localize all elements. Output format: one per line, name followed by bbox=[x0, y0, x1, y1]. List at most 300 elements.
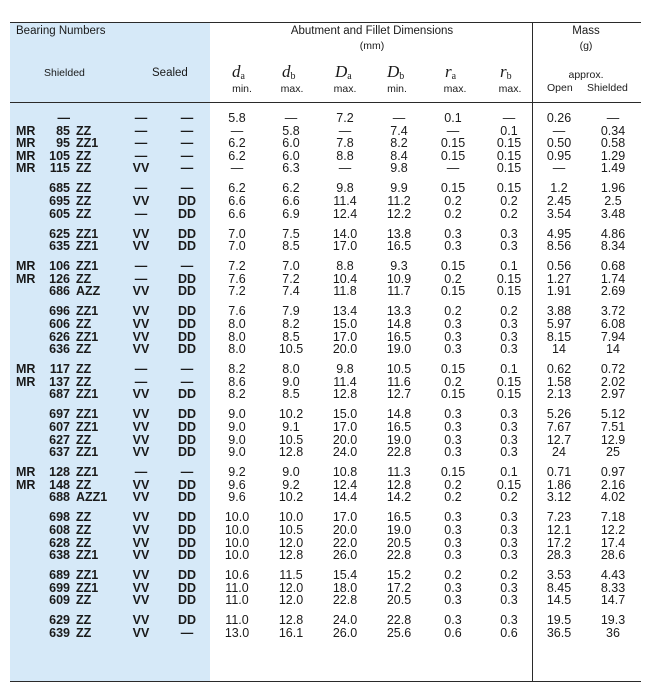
cell-ms: 8.33 bbox=[600, 580, 626, 595]
cell-ra: 0.15 bbox=[440, 284, 466, 299]
cell-Db: 16.5 bbox=[386, 329, 412, 344]
cell-dd: DD bbox=[177, 239, 197, 254]
cell-mo: 14.5 bbox=[546, 593, 572, 608]
cell-Db: — bbox=[392, 111, 406, 125]
cell-Da: 11.4 bbox=[333, 374, 357, 389]
cell-vv: VV bbox=[132, 317, 150, 331]
cell-Da: 14.0 bbox=[332, 226, 358, 241]
cell-da: 8.2 bbox=[228, 362, 246, 377]
cell-Db: 14.2 bbox=[386, 490, 412, 505]
cell-dd: DD bbox=[177, 194, 197, 208]
cell-rb: 0.3 bbox=[500, 329, 518, 344]
cell-ra: 0.2 bbox=[444, 194, 462, 208]
cell-da: 11.0 bbox=[225, 593, 249, 608]
cell-vv: VV bbox=[132, 432, 150, 447]
cell-vv: — bbox=[134, 148, 148, 163]
cell-da: 9.2 bbox=[228, 465, 246, 480]
cell-vv: VV bbox=[132, 445, 150, 460]
cell-sh: ZZ bbox=[76, 510, 92, 525]
cell-mo: 2.13 bbox=[546, 387, 572, 402]
cell-dd: — bbox=[180, 259, 194, 274]
cell-Da: 12.4 bbox=[332, 477, 358, 492]
cell-da: 9.0 bbox=[228, 432, 246, 447]
cell-num: 685 bbox=[49, 181, 70, 196]
cell-num: 126 bbox=[49, 271, 70, 286]
cell-dd: DD bbox=[177, 329, 197, 344]
cell-num: 637 bbox=[49, 445, 70, 460]
cell-da: 10.0 bbox=[224, 535, 250, 550]
cell-rb: 0.15 bbox=[496, 161, 522, 176]
cell-ra: 0.2 bbox=[444, 374, 462, 389]
cell-mo: 1.58 bbox=[546, 374, 572, 389]
cell-pre: MR bbox=[16, 161, 36, 176]
cell-mo: 12.7 bbox=[546, 432, 572, 447]
cell-mo: 3.88 bbox=[546, 304, 572, 319]
cell-Da: 10.4 bbox=[332, 271, 358, 286]
approx-label: approx. bbox=[568, 69, 604, 81]
cell-sh: ZZ bbox=[76, 317, 92, 331]
cell-Db: 16.5 bbox=[386, 420, 412, 434]
cell-dd: — bbox=[180, 148, 194, 163]
cell-mo: 0.95 bbox=[546, 148, 572, 163]
cell-ms: 1.49 bbox=[600, 161, 626, 176]
cell-Da: 11.4 bbox=[333, 194, 357, 208]
cell-Db: 25.6 bbox=[386, 626, 412, 640]
cell-sh: ZZ1 bbox=[76, 580, 99, 595]
bearing-dimension-table bbox=[2, 22, 639, 682]
cell-ra: 0.2 bbox=[444, 271, 462, 286]
cell-rb: 0.3 bbox=[500, 420, 518, 434]
cell-sh: AZZ bbox=[76, 284, 101, 299]
cell-ra: 0.2 bbox=[444, 304, 462, 319]
cell-da: — bbox=[230, 161, 244, 176]
cell-rb: 0.15 bbox=[496, 181, 522, 196]
cell-ms: 1.96 bbox=[600, 181, 626, 196]
cell-da: 10.0 bbox=[224, 548, 250, 563]
cell-dd: DD bbox=[177, 523, 197, 537]
cell-sh: ZZ bbox=[76, 593, 92, 608]
cell-da: 6.2 bbox=[228, 148, 246, 163]
cell-Db: 11.2 bbox=[387, 194, 411, 208]
cell-sh: ZZ1 bbox=[76, 226, 99, 241]
cell-da: 7.0 bbox=[228, 239, 246, 254]
cell-rb: 0.2 bbox=[500, 568, 518, 583]
cell-Da: 26.0 bbox=[332, 626, 358, 640]
cell-da: 11.0 bbox=[225, 613, 249, 628]
cell-dd: DD bbox=[177, 387, 197, 402]
cell-dd: DD bbox=[177, 432, 197, 447]
cell-ms: 25 bbox=[606, 445, 620, 460]
cell-ra: — bbox=[446, 161, 460, 176]
cell-vv: VV bbox=[132, 226, 150, 241]
cell-rb: 0.15 bbox=[496, 271, 522, 286]
cell-Db: 11.6 bbox=[387, 374, 411, 389]
cell-vv: VV bbox=[132, 342, 150, 357]
cell-da: 7.0 bbox=[228, 226, 246, 241]
cell-num: 638 bbox=[49, 548, 70, 563]
cell-Da: 15.0 bbox=[332, 407, 358, 422]
cell-db: 7.5 bbox=[282, 226, 300, 241]
cell-num: 137 bbox=[49, 374, 70, 389]
mass-shielded-heading: Shielded bbox=[587, 82, 628, 94]
dimension-symbol-db: $d_b$ bbox=[282, 62, 296, 82]
cell-da: 9.0 bbox=[228, 445, 246, 460]
cell-sh: ZZ bbox=[76, 535, 92, 550]
cell-Db: 15.2 bbox=[386, 568, 412, 583]
cell-vv: — bbox=[134, 123, 148, 138]
cell-ms: 5.12 bbox=[600, 407, 626, 422]
cell-rb: 0.1 bbox=[500, 362, 518, 377]
cell-Da: 9.8 bbox=[336, 181, 354, 196]
cell-num: 606 bbox=[49, 317, 70, 331]
cell-vv: VV bbox=[132, 490, 150, 505]
cell-ms: — bbox=[606, 111, 620, 125]
cell-rb: 0.15 bbox=[496, 477, 522, 492]
cell-Db: 17.2 bbox=[386, 580, 412, 595]
cell-pre: MR bbox=[16, 477, 36, 492]
cell-ms: 19.3 bbox=[600, 613, 626, 628]
cell-vv: VV bbox=[132, 580, 150, 595]
cell-da: 8.2 bbox=[228, 387, 246, 402]
cell-db: 9.0 bbox=[282, 465, 300, 480]
cell-num: 85 bbox=[56, 123, 70, 138]
cell-ms: 7.51 bbox=[600, 420, 626, 434]
cell-vv: — bbox=[134, 271, 148, 286]
cell-sh: ZZ1 bbox=[76, 548, 99, 563]
cell-sh: ZZ1 bbox=[76, 304, 99, 319]
mass-heading: Mass bbox=[572, 25, 600, 37]
cell-Db: 22.8 bbox=[386, 613, 412, 628]
cell-da: 9.6 bbox=[228, 477, 246, 492]
cell-mo: 0.71 bbox=[546, 465, 572, 480]
cell-num: 695 bbox=[49, 194, 70, 208]
cell-num: 697 bbox=[49, 407, 70, 422]
cell-db: 5.8 bbox=[282, 123, 300, 138]
cell-dd: DD bbox=[177, 206, 197, 221]
cell-Db: 22.8 bbox=[386, 445, 412, 460]
dimension-qualifier: max. bbox=[333, 83, 357, 95]
cell-da: 7.6 bbox=[228, 304, 246, 319]
cell-rb: 0.3 bbox=[500, 317, 518, 331]
cell-ra: 0.6 bbox=[444, 626, 462, 640]
cell-db: 12.0 bbox=[278, 580, 304, 595]
cell-db: 12.8 bbox=[278, 613, 304, 628]
cell-dd: DD bbox=[177, 490, 197, 505]
cell-num: 128 bbox=[49, 465, 70, 480]
cell-da: 7.2 bbox=[228, 284, 246, 299]
cell-vv: — bbox=[134, 259, 148, 274]
cell-Da: 17.0 bbox=[332, 239, 358, 254]
cell-sh: ZZ1 bbox=[76, 259, 99, 274]
cell-dd: DD bbox=[177, 510, 197, 525]
cell-db: 6.2 bbox=[282, 181, 300, 196]
cell-vv: VV bbox=[132, 535, 150, 550]
cell-Da: 17.0 bbox=[332, 329, 358, 344]
cell-db: 7.0 bbox=[282, 259, 300, 274]
cell-Db: 9.8 bbox=[390, 161, 408, 176]
cell-rb: 0.1 bbox=[500, 123, 518, 138]
cell-num: 629 bbox=[49, 613, 70, 628]
cell-vv: — bbox=[134, 111, 148, 125]
cell-ms: 2.5 bbox=[604, 194, 622, 208]
cell-ra: 0.3 bbox=[444, 432, 462, 447]
cell-da: 13.0 bbox=[224, 626, 250, 640]
cell-ms: 0.97 bbox=[600, 465, 626, 480]
dimension-symbol-Db: $D_b$ bbox=[387, 62, 405, 82]
cell-num: 699 bbox=[49, 580, 70, 595]
cell-vv: VV bbox=[132, 593, 150, 608]
cell-Da: 7.8 bbox=[336, 136, 354, 151]
cell-sh: ZZ bbox=[76, 194, 92, 208]
cell-db: 9.1 bbox=[282, 420, 300, 434]
cell-db: 12.0 bbox=[278, 535, 304, 550]
cell-num: 639 bbox=[49, 626, 70, 640]
cell-rb: 0.3 bbox=[500, 445, 518, 460]
cell-ra: 0.3 bbox=[444, 580, 462, 595]
cell-vv: VV bbox=[132, 161, 150, 176]
cell-rb: 0.3 bbox=[500, 432, 518, 447]
cell-num: 608 bbox=[49, 523, 70, 537]
cell-num: 689 bbox=[49, 568, 70, 583]
cell-ra: 0.2 bbox=[444, 477, 462, 492]
cell-ra: 0.1 bbox=[444, 111, 462, 125]
cell-mo: 1.86 bbox=[546, 477, 572, 492]
cell-ra: 0.3 bbox=[444, 535, 462, 550]
cell-vv: VV bbox=[132, 407, 150, 422]
cell-Da: 11.8 bbox=[333, 284, 357, 299]
cell-rb: 0.3 bbox=[500, 342, 518, 357]
cell-db: 11.5 bbox=[279, 568, 303, 583]
cell-ms: 7.18 bbox=[600, 510, 626, 525]
cell-Da: 8.8 bbox=[336, 148, 354, 163]
dimension-qualifier: max. bbox=[498, 83, 522, 95]
cell-ra: — bbox=[446, 123, 460, 138]
cell-Da: 20.0 bbox=[332, 523, 358, 537]
sealed-heading: Sealed bbox=[152, 67, 188, 79]
cell-db: — bbox=[284, 111, 298, 125]
cell-dd: DD bbox=[177, 535, 197, 550]
cell-mo: — bbox=[552, 123, 566, 138]
cell-vv: VV bbox=[132, 304, 150, 319]
cell-sh: ZZ bbox=[76, 123, 92, 138]
cell-num: 605 bbox=[49, 206, 70, 221]
cell-ra: 0.15 bbox=[440, 181, 466, 196]
cell-vv: — bbox=[134, 374, 148, 389]
cell-dd: — bbox=[180, 465, 194, 480]
cell-ms: 4.43 bbox=[600, 568, 626, 583]
cell-Da: 22.8 bbox=[332, 593, 358, 608]
cell-db: 6.3 bbox=[282, 161, 300, 176]
cell-da: 6.2 bbox=[228, 136, 246, 151]
cell-ra: 0.3 bbox=[444, 613, 462, 628]
cell-mo: 8.15 bbox=[546, 329, 572, 344]
cell-da: 6.2 bbox=[228, 181, 246, 196]
cell-vv: VV bbox=[132, 613, 150, 628]
cell-num: 625 bbox=[49, 226, 70, 241]
cell-da: 7.6 bbox=[228, 271, 246, 286]
cell-rb: 0.3 bbox=[500, 613, 518, 628]
cell-sh: ZZ1 bbox=[76, 568, 99, 583]
cell-dd: DD bbox=[177, 548, 197, 563]
cell-dd: DD bbox=[177, 613, 197, 628]
cell-dd: — bbox=[180, 374, 194, 389]
cell-vv: VV bbox=[132, 510, 150, 525]
dimension-symbol-ra: $r_a$ bbox=[445, 62, 457, 82]
cell-ms: 8.34 bbox=[600, 239, 626, 254]
cell-num: 627 bbox=[49, 432, 70, 447]
cell-dd: — bbox=[180, 136, 194, 151]
cell-da: 8.6 bbox=[228, 374, 246, 389]
cell-db: 12.8 bbox=[278, 548, 304, 563]
cell-Db: 14.8 bbox=[386, 317, 412, 331]
cell-pre: MR bbox=[16, 374, 36, 389]
cell-ra: 0.3 bbox=[444, 317, 462, 331]
cell-pre: MR bbox=[16, 148, 36, 163]
cell-rb: 0.15 bbox=[496, 136, 522, 151]
cell-ra: 0.3 bbox=[444, 329, 462, 344]
cell-dd: DD bbox=[177, 568, 197, 583]
cell-Da: 13.4 bbox=[332, 304, 358, 319]
cell-num: 115 bbox=[49, 161, 70, 176]
cell-ra: 0.15 bbox=[440, 465, 466, 480]
cell-mo: 14 bbox=[552, 342, 566, 357]
cell-Db: 12.2 bbox=[386, 206, 412, 221]
cell-num: 686 bbox=[49, 284, 70, 299]
cell-Db: 8.4 bbox=[390, 148, 408, 163]
cell-vv: VV bbox=[132, 568, 150, 583]
cell-mo: 0.62 bbox=[546, 362, 572, 377]
cell-mo: 19.5 bbox=[546, 613, 572, 628]
cell-vv: VV bbox=[132, 626, 150, 640]
cell-Da: 26.0 bbox=[332, 548, 358, 563]
cell-rb: 0.2 bbox=[500, 206, 518, 221]
cell-dd: DD bbox=[177, 271, 197, 286]
cell-db: 16.1 bbox=[278, 626, 304, 640]
cell-Da: 17.0 bbox=[332, 420, 358, 434]
cell-mo: 12.1 bbox=[546, 523, 572, 537]
cell-da: 10.0 bbox=[224, 510, 250, 525]
cell-ra: 0.3 bbox=[444, 510, 462, 525]
cell-ra: 0.15 bbox=[440, 362, 466, 377]
cell-rb: 0.3 bbox=[500, 239, 518, 254]
cell-Db: 20.5 bbox=[386, 535, 412, 550]
cell-sh: ZZ1 bbox=[76, 136, 99, 151]
cell-db: 6.0 bbox=[282, 148, 300, 163]
cell-vv: VV bbox=[132, 548, 150, 563]
cell-rb: 0.15 bbox=[496, 284, 522, 299]
abutment-heading: Abutment and Fillet Dimensions bbox=[290, 25, 454, 37]
cell-sh: ZZ bbox=[76, 613, 92, 628]
cell-mo: 1.91 bbox=[546, 284, 572, 299]
cell-ra: 0.3 bbox=[444, 420, 462, 434]
cell-da: 6.6 bbox=[228, 206, 246, 221]
cell-num: 687 bbox=[49, 387, 70, 402]
cell-sh: ZZ bbox=[76, 477, 92, 492]
cell-mo: 0.56 bbox=[546, 259, 572, 274]
cell-rb: 0.2 bbox=[500, 194, 518, 208]
cell-sh: ZZ bbox=[76, 342, 92, 357]
cell-vv: — bbox=[134, 181, 148, 196]
cell-db: 10.2 bbox=[278, 407, 304, 422]
cell-mo: 17.2 bbox=[546, 535, 572, 550]
cell-ms: 6.08 bbox=[600, 317, 626, 331]
cell-Db: 13.8 bbox=[386, 226, 412, 241]
cell-mo: 1.2 bbox=[550, 181, 568, 196]
cell-rb: 0.6 bbox=[500, 626, 518, 640]
cell-vv: VV bbox=[132, 239, 150, 254]
cell-rb: 0.3 bbox=[500, 580, 518, 595]
cell-Da: 22.0 bbox=[332, 535, 358, 550]
cell-dd: — bbox=[180, 111, 194, 125]
cell-dd: — bbox=[180, 123, 194, 138]
cell-Da: 7.2 bbox=[336, 111, 354, 125]
dimension-symbol-rb: $r_b$ bbox=[500, 62, 512, 82]
top-rule bbox=[10, 22, 641, 23]
cell-rb: 0.1 bbox=[500, 465, 518, 480]
cell-Da: 24.0 bbox=[332, 613, 358, 628]
cell-db: 10.0 bbox=[278, 510, 304, 525]
cell-dd: DD bbox=[177, 407, 197, 422]
cell-da: 9.0 bbox=[228, 407, 246, 422]
cell-da: 9.6 bbox=[228, 490, 246, 505]
cell-Db: 9.9 bbox=[390, 181, 408, 196]
cell-db: 6.9 bbox=[282, 206, 300, 221]
cell-Db: 7.4 bbox=[390, 123, 408, 138]
cell-sh: ZZ1 bbox=[76, 239, 99, 254]
cell-num: 626 bbox=[49, 329, 70, 344]
cell-mo: 1.27 bbox=[546, 271, 572, 286]
cell-Db: 8.2 bbox=[390, 136, 408, 151]
cell-Da: 20.0 bbox=[332, 342, 358, 357]
cell-da: 10.0 bbox=[224, 523, 250, 537]
cell-sh: ZZ bbox=[76, 374, 92, 389]
cell-vv: VV bbox=[132, 477, 150, 492]
cell-ms: 17.4 bbox=[600, 535, 626, 550]
cell-ms: 4.02 bbox=[600, 490, 626, 505]
mass-divider bbox=[532, 22, 533, 682]
shielded-heading: Shielded bbox=[44, 67, 85, 79]
cell-sh: ZZ1 bbox=[76, 445, 99, 460]
cell-ra: 0.15 bbox=[440, 136, 466, 151]
cell-ra: 0.3 bbox=[444, 342, 462, 357]
cell-ra: 0.3 bbox=[444, 226, 462, 241]
cell-db: 10.5 bbox=[278, 523, 304, 537]
cell-mo: 24 bbox=[552, 445, 566, 460]
cell-db: 8.5 bbox=[282, 329, 300, 344]
dimension-qualifier: min. bbox=[387, 83, 407, 95]
cell-dd: DD bbox=[177, 284, 197, 299]
cell-sh: AZZ1 bbox=[76, 490, 108, 505]
cell-ra: 0.3 bbox=[444, 239, 462, 254]
cell-Db: 10.9 bbox=[386, 271, 412, 286]
cell-mo: 7.23 bbox=[546, 510, 572, 525]
cell-ms: 28.6 bbox=[600, 548, 626, 563]
cell-Da: 12.4 bbox=[332, 206, 358, 221]
cell-vv: VV bbox=[132, 523, 150, 537]
header-rule bbox=[10, 102, 641, 103]
cell-pre: MR bbox=[16, 465, 36, 480]
cell-mo: 0.26 bbox=[546, 111, 572, 125]
cell-dd: — bbox=[180, 181, 194, 196]
cell-mo: 3.53 bbox=[546, 568, 572, 583]
cell-rb: 0.3 bbox=[500, 407, 518, 422]
cell-Db: 19.0 bbox=[386, 523, 412, 537]
cell-ms: 0.72 bbox=[600, 362, 626, 377]
cell-Da: 8.8 bbox=[336, 259, 354, 274]
cell-mo: 8.56 bbox=[546, 239, 572, 254]
cell-da: 6.6 bbox=[228, 194, 246, 208]
cell-rb: 0.3 bbox=[500, 523, 518, 537]
